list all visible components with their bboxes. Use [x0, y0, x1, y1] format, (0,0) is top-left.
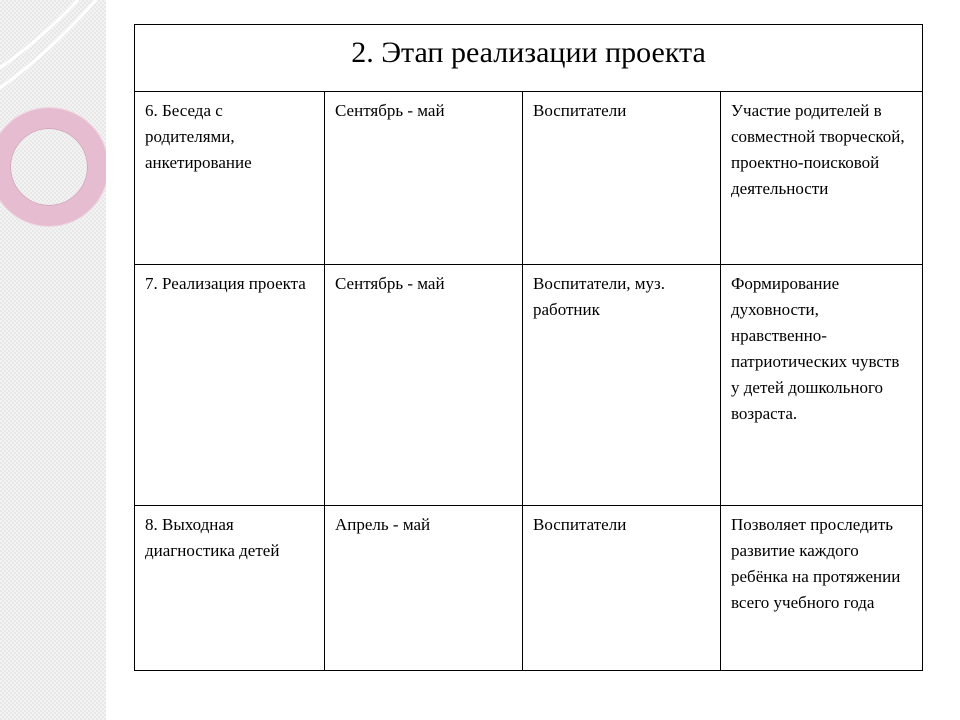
project-plan-table — [134, 24, 923, 671]
table-row — [135, 265, 923, 506]
period-cell: Сентябрь - май — [325, 265, 523, 506]
activity-cell: 6. Беседа с родителями, анкетирование — [135, 92, 325, 265]
table-title: 2. Этап реализации проекта — [135, 25, 923, 92]
result-cell: Участие родителей в совместной творческой, проектно-поисковой деятельности — [721, 92, 923, 265]
responsible-cell: Воспитатели — [523, 92, 721, 265]
table-row — [135, 506, 923, 671]
responsible-cell: Воспитатели, муз. работник — [523, 265, 721, 506]
activity-cell: 8. Выходная диагностика детей — [135, 506, 325, 671]
table-header-row — [135, 25, 923, 92]
table-row — [135, 92, 923, 265]
result-cell: Позволяет проследить развитие каждого ребёнка на протяжении всего учебного года — [721, 506, 923, 671]
period-cell: Апрель - май — [325, 506, 523, 671]
decorative-arc-lines — [0, 0, 120, 110]
result-cell: Формирование духовности, нравственно-патриотических чувств у детей дошкольного возраста. — [721, 265, 923, 506]
activity-cell: 7. Реализация проекта — [135, 265, 325, 506]
decorative-ring-mask — [106, 100, 118, 240]
responsible-cell: Воспитатели — [523, 506, 721, 671]
period-cell: Сентябрь - май — [325, 92, 523, 265]
